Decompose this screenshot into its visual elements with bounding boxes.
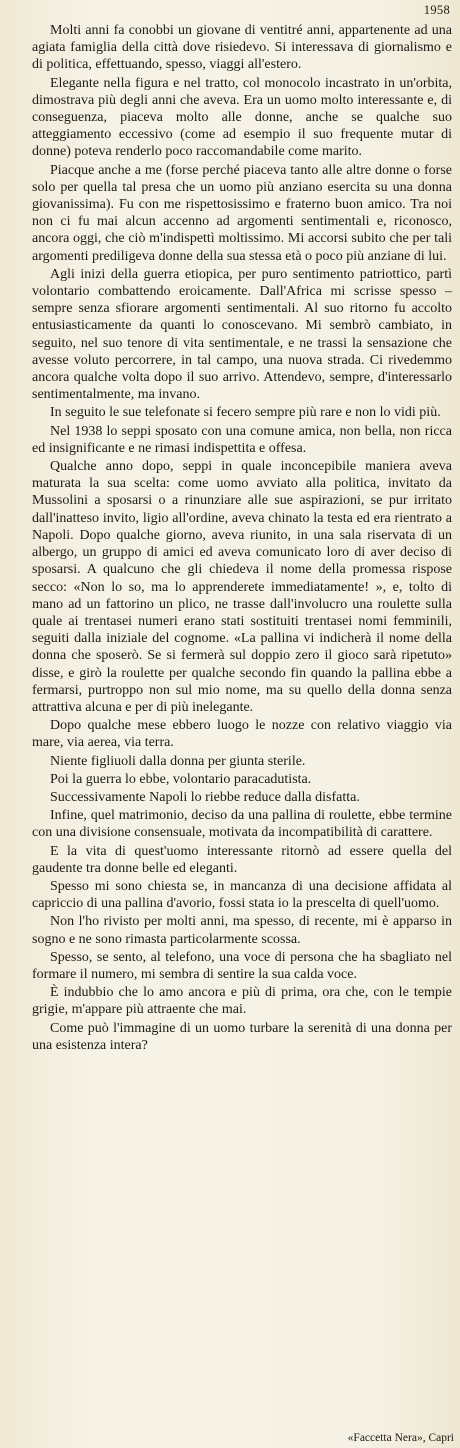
paragraph: Spesso, se sento, al telefono, una voce di persona che ha sbagliato nel formare il numero, mi sembra di sentire la sua calda voce. <box>32 949 452 982</box>
paragraph: Elegante nella figura e nel tratto, col monocolo incastrato in un'orbita, dimostrava più degli anni che aveva. Era un uomo molto interessante e, di conseguenza, piaceva molto alle donne, anche se qualche suo atteggiamento eccessivo (come ad esempio il suo frequente mutar di donne) poteva renderlo poco raccomandabile come marito. <box>32 75 452 160</box>
paragraph: Poi la guerra lo ebbe, volontario paracadutista. <box>50 771 312 787</box>
letter-body <box>32 22 452 1055</box>
paragraph: E la vita di quest'uomo interessante ritornò ad essere quella del gaudente tra donne belle ed eleganti. <box>32 843 452 876</box>
paragraph: Piacque anche a me (forse perché piaceva tanto alle altre donne o forse solo per quella tal presa che un uomo più anziano esercita su una donna giovanissima). Fu con me rispettosissimo e fraterno buon amico. Tra noi non ci fu mai alcun accenno ad argomenti sentimentali e, riconosco, ancora oggi, che ciò m'indispettì moltissimo. Mi accorsi subito che per tali argomenti prediligeva donne della sua stessa età o poco più anziane di lui. <box>32 162 452 264</box>
paragraph: Qualche anno dopo, seppi in quale inconcepibile maniera aveva maturata la sua scelta: come uomo avviato alla politica, invitato da Mussolini a sposarsi o a rinunziare alle sue aspirazioni, se pur irritato dall'inatteso invito, ligio all'ordine, aveva chinato la testa ed era rientrato a Napoli. Dopo qualche giorno, aveva riunito, in una sala riservata di un albergo, un gruppo di amici ed aveva comunicato loro di aver deciso di sposarsi. A qualcuno che gli chiedeva il nome della promessa rispose secco: «Non lo so, ma lo apprenderete immediatamente! », e, tolto di mano ad un fattorino un plico, ne trasse dall'involucro una roulette sulla quale ai trentasei numeri erano stati sostituiti trentasei nomi femminili, seguiti dalla iniziale del cognome. «La pallina vi indicherà il nome della donna che sposerò. Se si fermerà sul doppio zero il gioco sarà ripetuto» disse, e girò la roulette per qualche secondo fin quando la pallina ebbe a fermarsi, purtroppo non sul mio nome, ma su quello della donna senza attrattiva alcuna e per di più inelegante. <box>32 459 452 715</box>
paragraph: Non l'ho rivisto per molti anni, ma spesso, di recente, mi è apparso in sogno e ne sono rimasta particolarmente scossa. <box>32 914 452 947</box>
paragraph: Spesso mi sono chiesta se, in mancanza di una decisione affidata al capriccio di una pallina d'avorio, fossi stata io la prescelta di quell'uomo. <box>32 878 452 912</box>
paragraph: Niente figliuoli dalla donna per giunta sterile. <box>50 753 306 769</box>
paragraph: Molti anni fa conobbi un giovane di ventitré anni, appartenente ad una agiata famiglia della città dove risiedevo. Si interessava di giornalismo e di politica, effettuando, spesso, viaggi all'estero. <box>32 23 452 73</box>
paragraph: È indubbio che lo amo ancora e più di prima, ora che, con le tempie grigie, m'appare più attraente che mai. <box>32 985 452 1018</box>
paragraph: Dopo qualche mese ebbero luogo le nozze con relativo viaggio via mare, via aerea, via terra. <box>32 718 452 751</box>
paragraph: In seguito le sue telefonate si fecero sempre più rare e non lo vidi più. <box>50 405 441 421</box>
signature: «Faccetta Nera», Capri <box>347 1432 454 1444</box>
paragraph: Agli inizi della guerra etiopica, per puro sentimento patriottico, partì volontario combattendo eroicamente. Dall'Africa mi scrisse spesso – sempre senza sfiorare argomenti sentimentali. Al suo ritorno fu accolto entusiasticamente da quanti lo conoscevano. Mi sembrò cambiato, in seguito, nel suo tenore di vita sentimentale, e ne trassi la sensazione che avesse voluto percorrere, in tal campo, una nuova strada. Ci rivedemmo ancora qualche volta dopo il suo arrivo. Attendevo, sempre, d'interessarlo sentimentalmente, ma invano. <box>32 266 452 403</box>
paragraph: Infine, quel matrimonio, deciso da una pallina di roulette, ebbe termine con una divisione consensuale, motivata da incompatibilità di carattere. <box>32 808 452 841</box>
paragraph: Come può l'immagine di un uomo turbare la serenità di una donna per una esistenza intera? <box>32 1020 452 1053</box>
paragraph: Nel 1938 lo seppi sposato con una comune amica, non bella, non ricca ed insignificante e ne rimasi indispettita e offesa. <box>32 423 452 456</box>
page-year: 1958 <box>423 3 450 17</box>
paragraph: Successivamente Napoli lo riebbe reduce dalla disfatta. <box>50 789 360 805</box>
